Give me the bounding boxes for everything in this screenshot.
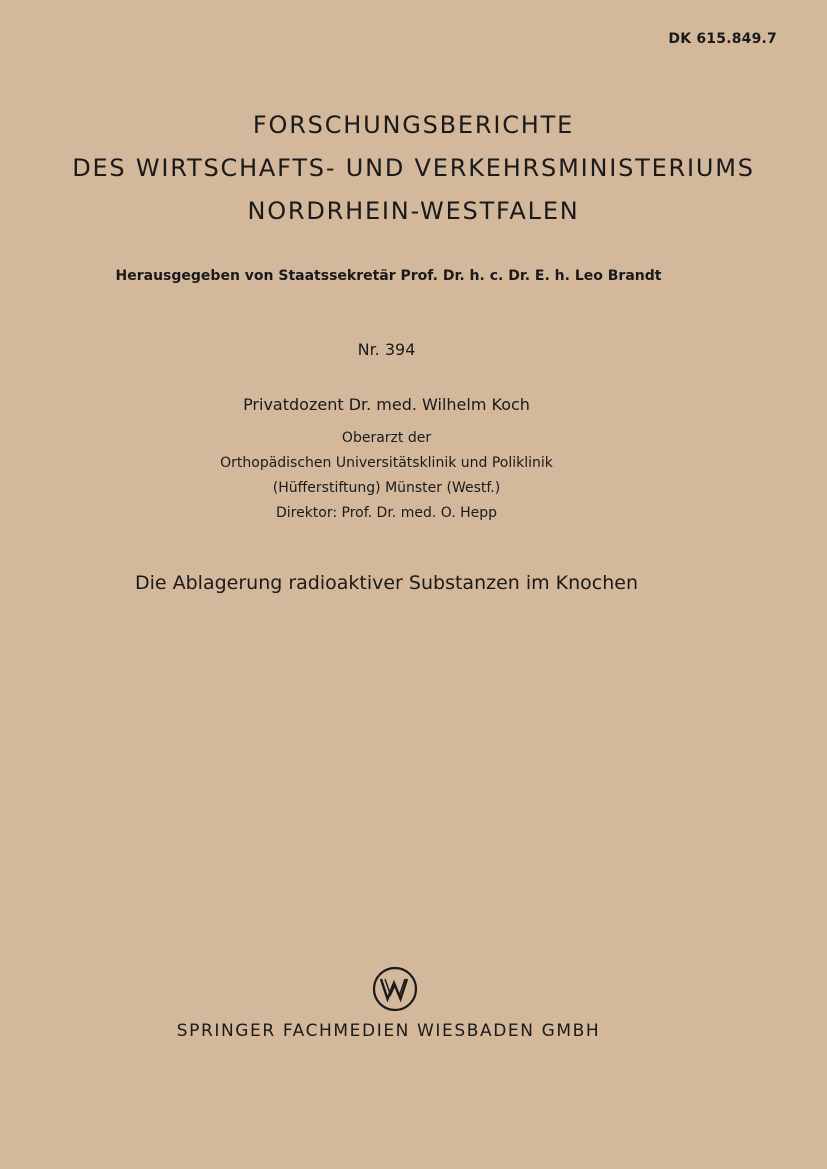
series-title: [0, 104, 827, 233]
classification-number: DK 615.849.7: [668, 31, 777, 47]
editor-line: Herausgegeben von Staatssekretär Prof. Dr. h. c. Dr. E. h. Leo Brandt: [115, 268, 662, 284]
publisher-name: SPRINGER FACHMEDIEN WIESBADEN GMBH: [176, 1021, 601, 1041]
affiliation-line-1: Oberarzt der: [341, 430, 432, 446]
affiliation-line-3: (Hüfferstiftung) Münster (Westf.): [272, 480, 501, 496]
volume-number: Nr. 394: [357, 340, 416, 359]
affiliation-line-2: Orthopädischen Universitätsklinik und Poliklinik: [220, 455, 553, 471]
series-title-line-1: FORSCHUNGSBERICHTE: [252, 111, 575, 139]
work-title: Die Ablagerung radioaktiver Substanzen im Knochen: [134, 572, 639, 594]
series-title-line-2: DES WIRTSCHAFTS- UND VERKEHRSMINISTERIUMS: [72, 154, 755, 182]
affiliation-line-4: Direktor: Prof. Dr. med. O. Hepp: [275, 505, 498, 521]
author-affiliation: [0, 426, 773, 526]
author-name: Privatdozent Dr. med. Wilhelm Koch: [243, 395, 530, 414]
publisher-vw-logo-icon: [372, 966, 418, 1012]
series-title-line-3: NORDRHEIN-WESTFALEN: [247, 197, 580, 225]
